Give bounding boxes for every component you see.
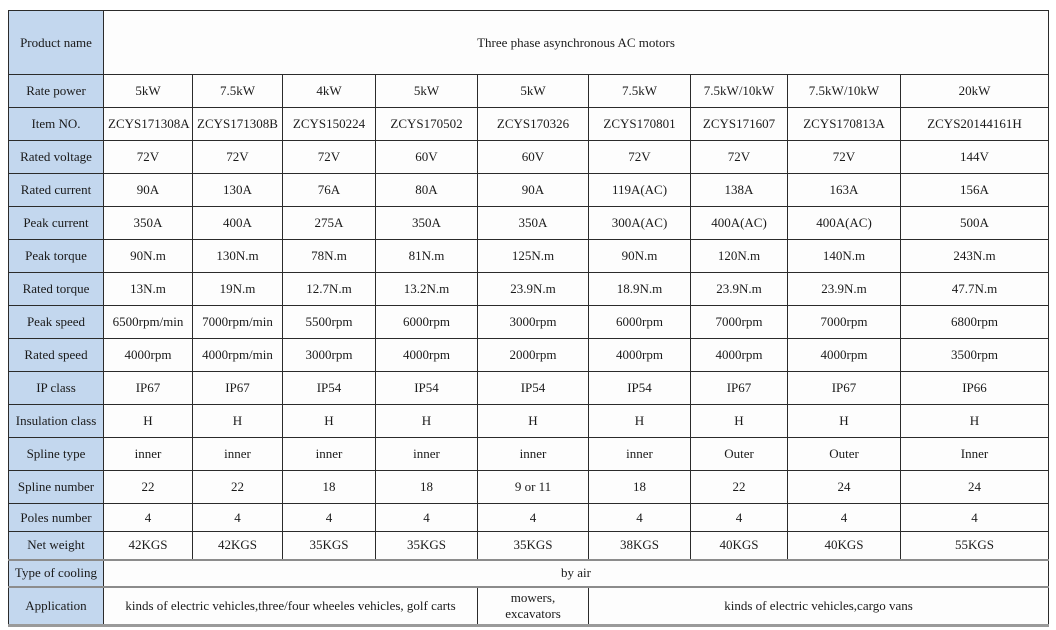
row-label-rated-voltage: Rated voltage [9,141,104,174]
spec-row-rated-speed [9,339,1049,372]
cell-insulation-class-col5: H [478,405,589,438]
cell-rate-power-col8: 7.5kW/10kW [788,75,901,108]
cell-rated-current-col2: 130A [193,174,283,207]
cell-peak-torque-col4: 81N.m [376,240,478,273]
cell-rated-current-col3: 76A [283,174,376,207]
cell-rated-current-col5: 90A [478,174,589,207]
cell-rated-voltage-col6: 72V [589,141,691,174]
cell-spline-type-col7: Outer [691,438,788,471]
cell-peak-speed-col1: 6500rpm/min [104,306,193,339]
spec-row-rated-voltage [9,141,1049,174]
cell-type-of-cooling: by air [104,560,1049,587]
cell-peak-speed-col4: 6000rpm [376,306,478,339]
cell-net-weight-col8: 40KGS [788,532,901,560]
cell-rated-torque-col7: 23.9N.m [691,273,788,306]
cell-poles-number-col1: 4 [104,504,193,532]
row-label-spline-type: Spline type [9,438,104,471]
cell-item-no-col5: ZCYS170326 [478,108,589,141]
cell-spline-type-col4: inner [376,438,478,471]
cell-rated-current-col4: 80A [376,174,478,207]
cell-spline-type-col6: inner [589,438,691,471]
cell-spline-type-col5: inner [478,438,589,471]
row-label-product-name: Product name [9,11,104,75]
cell-poles-number-col3: 4 [283,504,376,532]
spec-row-rate-power [9,75,1049,108]
cell-peak-current-col9: 500A [901,207,1049,240]
cell-peak-current-col1: 350A [104,207,193,240]
cell-rated-torque-col6: 18.9N.m [589,273,691,306]
cell-ip-class-col6: IP54 [589,372,691,405]
row-label-application: Application [9,587,104,626]
cell-rated-speed-col3: 3000rpm [283,339,376,372]
spec-row-spline-number [9,471,1049,504]
cell-ip-class-col2: IP67 [193,372,283,405]
cell-net-weight-col9: 55KGS [901,532,1049,560]
cell-ip-class-col3: IP54 [283,372,376,405]
cell-rate-power-col6: 7.5kW [589,75,691,108]
cell-item-no-col2: ZCYS171308B [193,108,283,141]
row-label-peak-torque: Peak torque [9,240,104,273]
cell-item-no-col1: ZCYS171308A [104,108,193,141]
motor-spec-table [8,10,1049,627]
cell-rated-voltage-col5: 60V [478,141,589,174]
cell-peak-current-col7: 400A(AC) [691,207,788,240]
cell-peak-current-col5: 350A [478,207,589,240]
cell-peak-current-col8: 400A(AC) [788,207,901,240]
cell-rated-current-col7: 138A [691,174,788,207]
cell-item-no-col4: ZCYS170502 [376,108,478,141]
cell-peak-torque-col5: 125N.m [478,240,589,273]
row-label-rated-torque: Rated torque [9,273,104,306]
spec-row-peak-current [9,207,1049,240]
cell-rated-torque-col2: 19N.m [193,273,283,306]
cell-net-weight-col2: 42KGS [193,532,283,560]
cell-rated-voltage-col7: 72V [691,141,788,174]
cell-peak-torque-col7: 120N.m [691,240,788,273]
cell-ip-class-col1: IP67 [104,372,193,405]
cell-net-weight-col3: 35KGS [283,532,376,560]
cell-application-2: mowers, excavators [478,587,589,626]
cell-rated-current-col6: 119A(AC) [589,174,691,207]
cell-insulation-class-col6: H [589,405,691,438]
cell-rated-speed-col5: 2000rpm [478,339,589,372]
row-label-type-of-cooling: Type of cooling [9,560,104,587]
cell-item-no-col9: ZCYS20144161H [901,108,1049,141]
cell-spline-type-col1: inner [104,438,193,471]
cell-net-weight-col7: 40KGS [691,532,788,560]
row-label-ip-class: IP class [9,372,104,405]
cell-item-no-col7: ZCYS171607 [691,108,788,141]
cell-rated-voltage-col8: 72V [788,141,901,174]
spec-row-rated-torque [9,273,1049,306]
cell-spline-number-col2: 22 [193,471,283,504]
cell-rate-power-col9: 20kW [901,75,1049,108]
cell-peak-torque-col1: 90N.m [104,240,193,273]
cell-item-no-col3: ZCYS150224 [283,108,376,141]
cell-rated-current-col1: 90A [104,174,193,207]
row-label-rated-current: Rated current [9,174,104,207]
cell-poles-number-col9: 4 [901,504,1049,532]
application-row [9,587,1049,626]
cell-spline-type-col9: Inner [901,438,1049,471]
cell-net-weight-col6: 38KGS [589,532,691,560]
cell-spline-type-col2: inner [193,438,283,471]
cell-peak-speed-col8: 7000rpm [788,306,901,339]
cooling-row [9,560,1049,587]
spec-row-item-no [9,108,1049,141]
cell-peak-speed-col3: 5500rpm [283,306,376,339]
spec-row-spline-type [9,438,1049,471]
cell-peak-torque-col8: 140N.m [788,240,901,273]
spec-row-poles-number [9,504,1049,532]
cell-ip-class-col9: IP66 [901,372,1049,405]
cell-ip-class-col5: IP54 [478,372,589,405]
cell-spline-number-col9: 24 [901,471,1049,504]
cell-rated-voltage-col3: 72V [283,141,376,174]
cell-spline-number-col5: 9 or 11 [478,471,589,504]
spec-row-peak-speed [9,306,1049,339]
cell-insulation-class-col1: H [104,405,193,438]
cell-poles-number-col2: 4 [193,504,283,532]
cell-rated-voltage-col2: 72V [193,141,283,174]
cell-rated-speed-col2: 4000rpm/min [193,339,283,372]
cell-rated-voltage-col4: 60V [376,141,478,174]
spec-row-peak-torque [9,240,1049,273]
spec-row-net-weight [9,532,1049,560]
cell-ip-class-col8: IP67 [788,372,901,405]
cell-rated-torque-col3: 12.7N.m [283,273,376,306]
cell-rate-power-col2: 7.5kW [193,75,283,108]
cell-rated-speed-col7: 4000rpm [691,339,788,372]
cell-rate-power-col3: 4kW [283,75,376,108]
cell-peak-current-col3: 275A [283,207,376,240]
cell-peak-torque-col2: 130N.m [193,240,283,273]
cell-spline-number-col4: 18 [376,471,478,504]
cell-rated-speed-col8: 4000rpm [788,339,901,372]
cell-rated-speed-col9: 3500rpm [901,339,1049,372]
cell-poles-number-col5: 4 [478,504,589,532]
table-title-cell: Three phase asynchronous AC motors [104,11,1049,75]
cell-net-weight-col4: 35KGS [376,532,478,560]
cell-rated-torque-col8: 23.9N.m [788,273,901,306]
row-label-insulation-class: Insulation class [9,405,104,438]
cell-rated-speed-col4: 4000rpm [376,339,478,372]
cell-spline-type-col3: inner [283,438,376,471]
cell-peak-torque-col6: 90N.m [589,240,691,273]
spec-row-ip-class [9,372,1049,405]
row-label-rated-speed: Rated speed [9,339,104,372]
cell-insulation-class-col8: H [788,405,901,438]
cell-ip-class-col7: IP67 [691,372,788,405]
row-label-rate-power: Rate power [9,75,104,108]
cell-rated-speed-col6: 4000rpm [589,339,691,372]
cell-poles-number-col4: 4 [376,504,478,532]
cell-item-no-col8: ZCYS170813A [788,108,901,141]
cell-rated-torque-col4: 13.2N.m [376,273,478,306]
cell-net-weight-col1: 42KGS [104,532,193,560]
row-label-peak-current: Peak current [9,207,104,240]
cell-spline-number-col8: 24 [788,471,901,504]
row-label-peak-speed: Peak speed [9,306,104,339]
cell-peak-speed-col6: 6000rpm [589,306,691,339]
cell-spline-number-col6: 18 [589,471,691,504]
row-label-spline-number: Spline number [9,471,104,504]
cell-insulation-class-col9: H [901,405,1049,438]
spec-table-body [9,11,1049,626]
cell-rate-power-col1: 5kW [104,75,193,108]
cell-insulation-class-col4: H [376,405,478,438]
row-label-net-weight: Net weight [9,532,104,560]
cell-rated-speed-col1: 4000rpm [104,339,193,372]
cell-poles-number-col6: 4 [589,504,691,532]
row-label-poles-number: Poles number [9,504,104,532]
cell-ip-class-col4: IP54 [376,372,478,405]
cell-peak-torque-col3: 78N.m [283,240,376,273]
cell-application-1: kinds of electric vehicles,three/four wheeles vehicles, golf carts [104,587,478,626]
cell-poles-number-col8: 4 [788,504,901,532]
cell-spline-number-col3: 18 [283,471,376,504]
cell-peak-speed-col5: 3000rpm [478,306,589,339]
cell-insulation-class-col2: H [193,405,283,438]
cell-peak-current-col2: 400A [193,207,283,240]
cell-peak-speed-col9: 6800rpm [901,306,1049,339]
cell-spline-type-col8: Outer [788,438,901,471]
cell-net-weight-col5: 35KGS [478,532,589,560]
cell-peak-current-col6: 300A(AC) [589,207,691,240]
cell-rate-power-col5: 5kW [478,75,589,108]
cell-insulation-class-col3: H [283,405,376,438]
cell-peak-speed-col7: 7000rpm [691,306,788,339]
spec-row-insulation-class [9,405,1049,438]
cell-rated-torque-col1: 13N.m [104,273,193,306]
cell-peak-speed-col2: 7000rpm/min [193,306,283,339]
cell-rate-power-col7: 7.5kW/10kW [691,75,788,108]
cell-rated-voltage-col9: 144V [901,141,1049,174]
cell-poles-number-col7: 4 [691,504,788,532]
cell-rated-voltage-col1: 72V [104,141,193,174]
cell-rated-torque-col9: 47.7N.m [901,273,1049,306]
product-name-row [9,11,1049,75]
cell-spline-number-col1: 22 [104,471,193,504]
cell-rate-power-col4: 5kW [376,75,478,108]
cell-rated-torque-col5: 23.9N.m [478,273,589,306]
cell-item-no-col6: ZCYS170801 [589,108,691,141]
cell-insulation-class-col7: H [691,405,788,438]
cell-spline-number-col7: 22 [691,471,788,504]
spec-row-rated-current [9,174,1049,207]
cell-application-3: kinds of electric vehicles,cargo vans [589,587,1049,626]
cell-peak-current-col4: 350A [376,207,478,240]
cell-peak-torque-col9: 243N.m [901,240,1049,273]
cell-rated-current-col9: 156A [901,174,1049,207]
cell-rated-current-col8: 163A [788,174,901,207]
row-label-item-no: Item NO. [9,108,104,141]
